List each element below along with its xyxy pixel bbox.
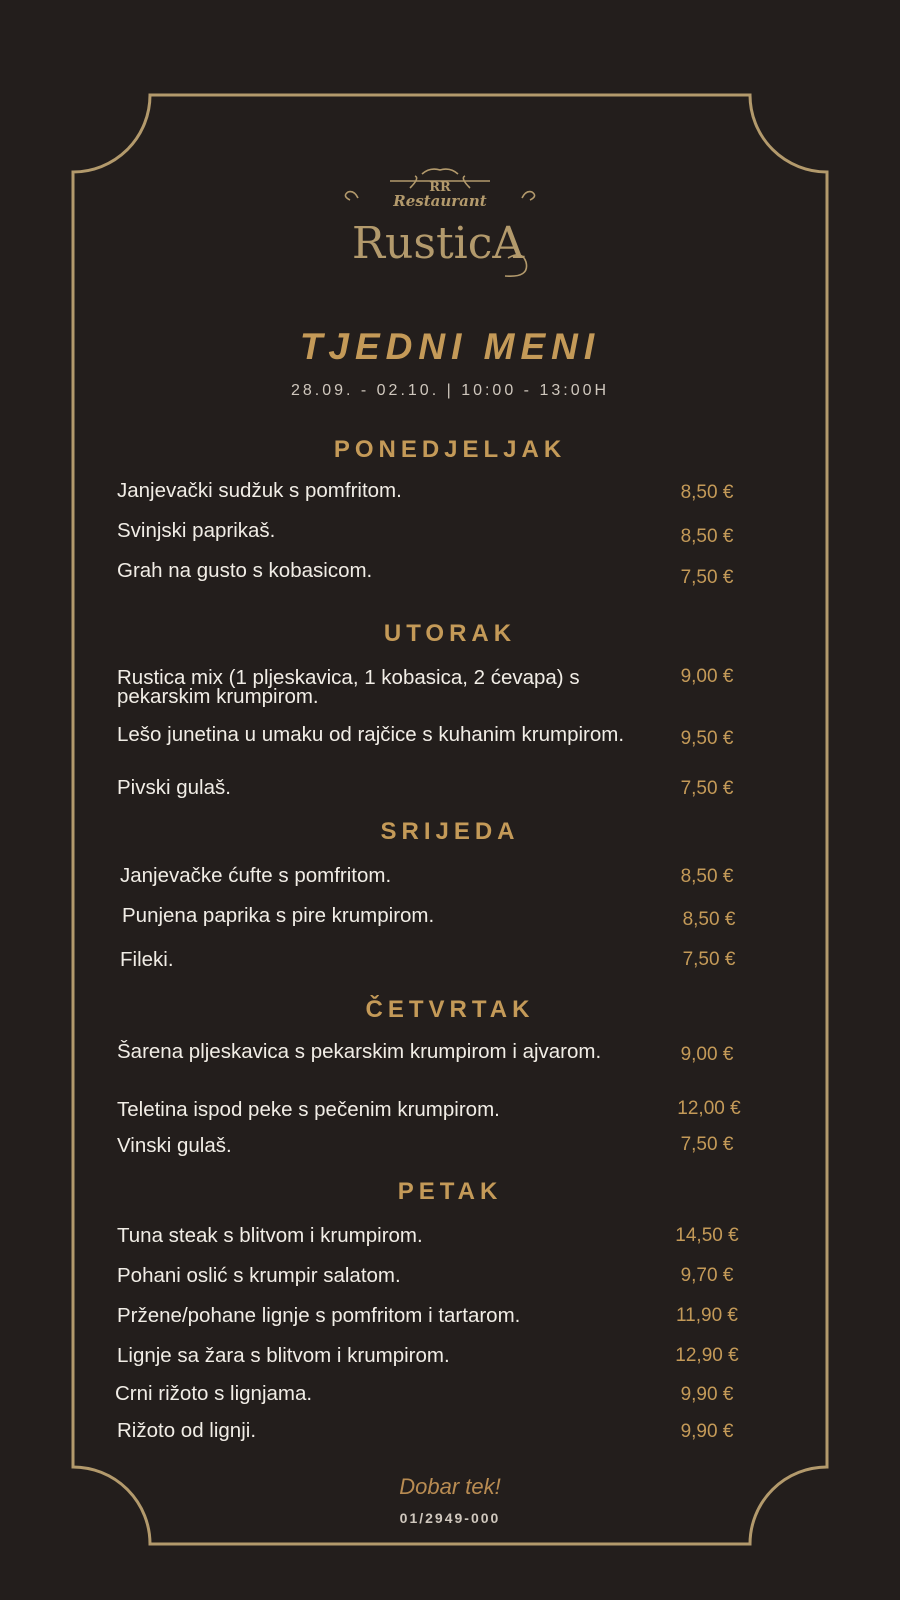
menu-item: Šarena pljeskavica s pekarskim krumpirom i ajvarom.: [117, 1040, 602, 1063]
menu-title: TJEDNI MENI: [299, 326, 601, 367]
menu-item: Rižoto od lignji.: [117, 1419, 257, 1442]
day-heading: SRIJEDA: [380, 818, 520, 845]
day-heading: UTORAK: [383, 620, 517, 647]
menu-price: 8,50 €: [680, 482, 734, 503]
menu-item: Tuna steak s blitvom i krumpirom.: [117, 1224, 423, 1247]
menu-item: Teletina ispod peke s pečenim krumpirom.: [117, 1098, 500, 1121]
menu-item: Pivski gulaš.: [117, 776, 231, 799]
logo-restaurant: Restaurant: [393, 192, 487, 210]
day-heading: PONEDJELJAK: [333, 436, 567, 463]
menu-item: Vinski gulaš.: [117, 1134, 232, 1157]
menu-price: 9,90 €: [680, 1421, 734, 1442]
menu-item: Crni rižoto s lignjama.: [115, 1382, 313, 1405]
day-heading: ČETVRTAK: [365, 996, 535, 1023]
menu-item: Rustica mix (1 pljeskavica, 1 kobasica, 2 ćevapa) s pekarskim krumpirom.: [117, 666, 580, 708]
menu-price: 7,50 €: [680, 567, 734, 588]
menu-price: 8,50 €: [680, 866, 734, 887]
menu-price: 11,90 €: [676, 1305, 738, 1326]
menu-item: Grah na gusto s kobasicom.: [117, 559, 373, 582]
menu-item: Pohani oslić s krumpir salatom.: [117, 1264, 401, 1287]
menu-price: 12,00 €: [677, 1098, 741, 1119]
menu-item: Svinjski paprikaš.: [117, 519, 276, 542]
menu-price: 8,50 €: [680, 526, 734, 547]
menu-price: 8,50 €: [682, 909, 736, 930]
menu-price: 9,70 €: [680, 1265, 734, 1286]
menu-item: Janjevački sudžuk s pomfritom.: [117, 479, 402, 502]
menu-price: 7,50 €: [680, 778, 734, 799]
logo-rustica: RusticA: [351, 218, 525, 269]
menu-price: 9,00 €: [680, 1044, 734, 1065]
menu-item: Lignje sa žara s blitvom i krumpirom.: [117, 1344, 450, 1367]
menu-item: Fileki.: [120, 948, 174, 971]
menu-item: Punjena paprika s pire krumpirom.: [122, 904, 435, 927]
restaurant-logo: [340, 168, 540, 288]
footer-phone: 01/2949-000: [399, 1510, 501, 1526]
menu-item: Pržene/pohane lignje s pomfritom i tartarom.: [117, 1304, 521, 1327]
footer-greeting: Dobar tek!: [399, 1474, 501, 1499]
menu-price: 9,00 €: [680, 666, 734, 687]
menu-item: Janjevačke ćufte s pomfritom.: [120, 864, 392, 887]
day-heading: PETAK: [397, 1178, 503, 1205]
menu-price: 7,50 €: [680, 1134, 734, 1155]
menu-price: 12,90 €: [675, 1345, 739, 1366]
menu-item: Lešo junetina u umaku od rajčice s kuhanim krumpirom.: [117, 723, 625, 746]
menu-price: 9,90 €: [680, 1384, 734, 1405]
menu-price: 7,50 €: [682, 949, 736, 970]
menu-price: 9,50 €: [680, 728, 734, 749]
menu-date-hours: 28.09. - 02.10. | 10:00 - 13:00H: [290, 382, 610, 399]
logo-emblem: RR: [429, 180, 451, 195]
menu-price: 14,50 €: [675, 1225, 739, 1246]
